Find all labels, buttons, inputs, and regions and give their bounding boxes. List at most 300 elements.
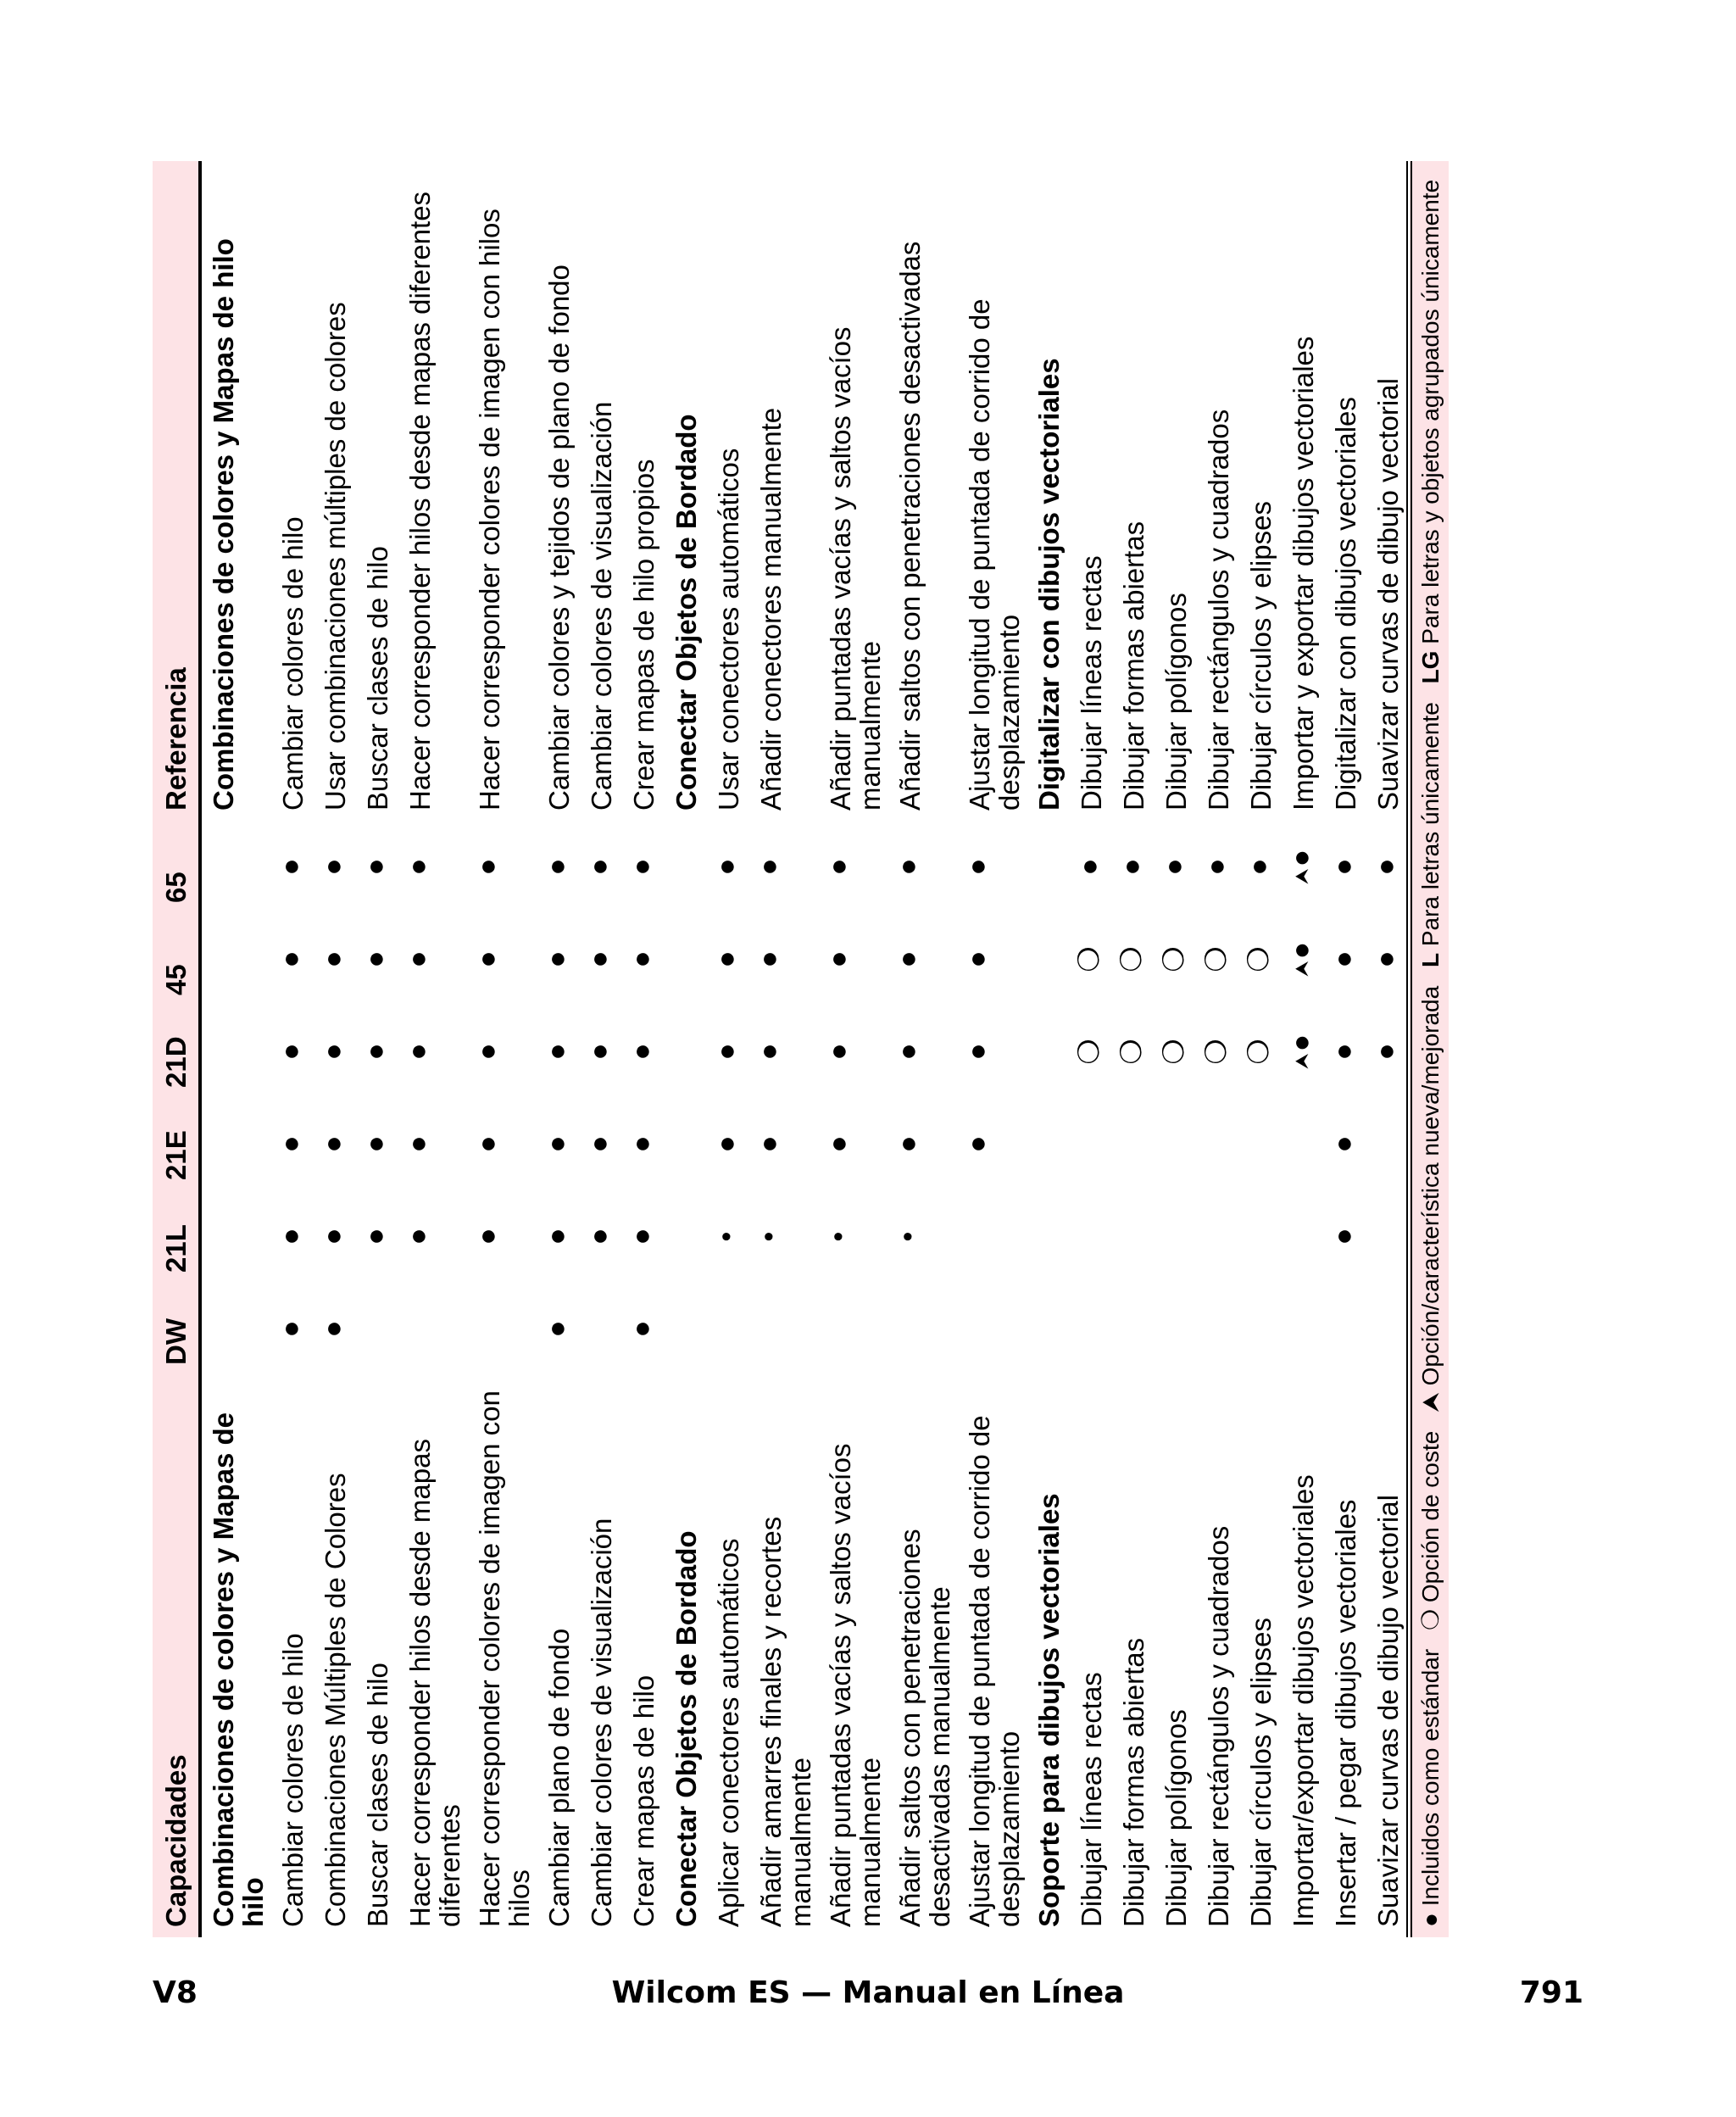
availability-cell-m45 xyxy=(958,913,1027,1006)
reference-cell: Dibujar formas abiertas xyxy=(1118,521,1149,811)
availability-symbol: ● xyxy=(1285,941,1317,960)
availability-symbol: ● xyxy=(1327,858,1360,876)
availability-symbol: ● xyxy=(359,1043,392,1061)
availability-cell-d21 xyxy=(749,1006,819,1098)
availability-cell-l21 xyxy=(1112,1190,1155,1283)
reference-cell: Cambiar colores y tejidos de plano de fondo xyxy=(543,265,575,811)
availability-cell-m45 xyxy=(1112,913,1155,1006)
capability-cell: Cambiar colores de visualización xyxy=(586,1518,617,1927)
availability-symbol: ● xyxy=(1116,858,1148,876)
availability-cell-m45 xyxy=(707,913,749,1006)
reference-cell: Usar conectores automáticos xyxy=(713,448,744,811)
availability-cell-l21 xyxy=(1239,1190,1282,1283)
availability-symbol: ● xyxy=(402,1228,434,1245)
availability-cell-m65 xyxy=(622,821,665,913)
availability-cell-m45 xyxy=(1197,913,1239,1006)
availability-cell-e21 xyxy=(580,1098,622,1190)
table-row xyxy=(1112,161,1155,1937)
availability-cell-m45 xyxy=(1027,913,1070,1006)
availability-cell-m45 xyxy=(1324,913,1366,1006)
availability-cell-e21 xyxy=(1282,1098,1324,1190)
table-row xyxy=(580,161,622,1937)
availability-cell-m45 xyxy=(271,913,314,1006)
availability-cell-e21 xyxy=(749,1098,819,1190)
cost-symbol: ❍ xyxy=(1417,1608,1444,1630)
capabilities-table xyxy=(153,161,1449,1937)
footer-version: V8 xyxy=(153,1975,198,2010)
availability-symbol: ● xyxy=(583,858,615,876)
availability-symbol: ● xyxy=(626,858,658,876)
capability-cell: Combinaciones de colores y Mapas de hilo xyxy=(208,1412,269,1927)
legend xyxy=(1410,161,1449,1937)
availability-cell-dw xyxy=(1239,1283,1282,1375)
availability-cell-d21 xyxy=(1197,1006,1239,1098)
reference-cell: Usar combinaciones múltiples de colores xyxy=(320,302,351,811)
availability-cell-dw xyxy=(200,1283,271,1375)
availability-symbol: ● xyxy=(541,950,573,968)
new-feature-icon: ⮝ xyxy=(1290,868,1312,885)
availability-cell-m65 xyxy=(1070,821,1112,913)
availability-symbol: ● xyxy=(402,1043,434,1061)
availability-symbol: ● xyxy=(359,950,392,968)
availability-cell-m65 xyxy=(1282,821,1324,913)
availability-cell-m65 xyxy=(398,821,468,913)
capability-cell: Suavizar curvas de dibujo vectorial xyxy=(1372,1495,1404,1927)
availability-symbol: ● xyxy=(317,1043,349,1061)
availability-cell-m45 xyxy=(749,913,819,1006)
availability-symbol: ● xyxy=(317,1320,349,1338)
availability-symbol: ● xyxy=(626,1228,658,1245)
availability-symbol: ● xyxy=(892,1043,924,1061)
availability-symbol: ● xyxy=(1370,950,1402,968)
availability-cell-dw xyxy=(958,1283,1027,1375)
reference-cell: Dibujar círculos y elipses xyxy=(1245,501,1277,811)
availability-cell-e21 xyxy=(356,1098,398,1190)
table-row xyxy=(1282,161,1324,1937)
header-reference: Referencia xyxy=(153,161,200,821)
availability-symbol: ❍ xyxy=(1158,1039,1190,1065)
availability-symbol: ❍ xyxy=(1073,1039,1105,1065)
capability-cell: Cambiar plano de fondo xyxy=(543,1628,575,1927)
availability-cell-m45 xyxy=(622,913,665,1006)
cost-text: Opción de coste xyxy=(1417,1430,1444,1603)
availability-symbol: ● xyxy=(1243,858,1275,876)
availability-cell-d21 xyxy=(1366,1006,1410,1098)
capability-cell: Hacer corresponder hilos desde mapas diferentes xyxy=(404,1439,465,1927)
table-row xyxy=(1070,161,1112,1937)
availability-cell-m45 xyxy=(398,913,468,1006)
capability-cell: Cambiar colores de hilo xyxy=(277,1633,309,1927)
availability-cell-m45 xyxy=(580,913,622,1006)
table-row xyxy=(1155,161,1197,1937)
availability-cell-l21 xyxy=(749,1190,819,1283)
availability-symbol: ● xyxy=(317,858,349,876)
availability-cell-dw xyxy=(888,1283,958,1375)
availability-symbol: ● xyxy=(471,1135,504,1153)
reference-cell: Dibujar líneas rectas xyxy=(1076,555,1107,811)
availability-symbol: ● xyxy=(753,950,785,968)
availability-cell-dw xyxy=(580,1283,622,1375)
capability-cell: Añadir amarres finales y recortes manualmente xyxy=(755,1516,816,1927)
availability-cell-dw xyxy=(819,1283,888,1375)
availability-cell-dw xyxy=(665,1283,707,1375)
availability-cell-d21 xyxy=(398,1006,468,1098)
availability-symbol: ● xyxy=(471,858,504,876)
availability-symbol: ● xyxy=(1285,849,1317,867)
availability-symbol: ● xyxy=(541,1043,573,1061)
availability-symbol: ● xyxy=(892,1135,924,1153)
availability-cell-l21 xyxy=(1155,1190,1197,1283)
availability-symbol: ● xyxy=(892,950,924,968)
availability-cell-e21 xyxy=(200,1098,271,1190)
availability-cell-l21 xyxy=(1197,1190,1239,1283)
reference-cell: Hacer corresponder colores de imagen con hilos xyxy=(474,209,505,811)
availability-symbol: ● xyxy=(892,858,924,876)
availability-cell-d21 xyxy=(314,1006,356,1098)
capability-cell: Dibujar rectángulos y cuadrados xyxy=(1203,1525,1234,1927)
table-row xyxy=(314,161,356,1937)
capability-cell: Añadir saltos con penetraciones desactivadas manualmente xyxy=(894,1529,955,1927)
availability-cell-dw xyxy=(398,1283,468,1375)
availability-symbol: ● xyxy=(626,1320,658,1338)
table-row xyxy=(356,161,398,1937)
availability-cell-d21 xyxy=(200,1006,271,1098)
availability-symbol: ● xyxy=(1327,1043,1360,1061)
availability-cell-e21 xyxy=(1324,1098,1366,1190)
availability-cell-e21 xyxy=(1112,1098,1155,1190)
section-row xyxy=(1027,161,1070,1937)
availability-cell-m45 xyxy=(1366,913,1410,1006)
availability-symbol: ● xyxy=(710,858,743,876)
availability-cell-d21 xyxy=(888,1006,958,1098)
availability-cell-dw xyxy=(356,1283,398,1375)
availability-symbol: • xyxy=(892,1231,924,1242)
reference-cell: Dibujar polígonos xyxy=(1160,593,1192,811)
availability-cell-l21 xyxy=(580,1190,622,1283)
availability-cell-d21 xyxy=(1324,1006,1366,1098)
availability-cell-m45 xyxy=(888,913,958,1006)
availability-cell-d21 xyxy=(1155,1006,1197,1098)
availability-symbol: ● xyxy=(1327,950,1360,968)
capability-cell: Hacer corresponder colores de imagen con hilos xyxy=(474,1390,535,1927)
availability-cell-dw xyxy=(749,1283,819,1375)
availability-symbol: ● xyxy=(583,950,615,968)
table-row xyxy=(271,161,314,1937)
availability-cell-m65 xyxy=(888,821,958,913)
header-dw: DW xyxy=(153,1283,200,1375)
availability-symbol: ● xyxy=(402,1135,434,1153)
availability-symbol: ● xyxy=(541,1228,573,1245)
header-45: 45 xyxy=(153,913,200,1006)
availability-cell-m65 xyxy=(1366,821,1410,913)
availability-symbol: ● xyxy=(275,1043,307,1061)
footer-title: Wilcom ES — Manual en Línea xyxy=(611,1975,1125,2010)
reference-cell: Digitalizar con dibujos vectoriales xyxy=(1033,358,1065,811)
capability-cell: Crear mapas de hilo xyxy=(628,1674,659,1927)
availability-cell-d21 xyxy=(1027,1006,1070,1098)
reference-cell: Importar y exportar dibujos vectoriales xyxy=(1288,336,1319,811)
availability-symbol: ● xyxy=(1370,1043,1402,1061)
availability-cell-m45 xyxy=(468,913,537,1006)
availability-symbol: • xyxy=(753,1231,785,1242)
availability-cell-d21 xyxy=(819,1006,888,1098)
availability-symbol: ● xyxy=(275,950,307,968)
availability-cell-e21 xyxy=(1239,1098,1282,1190)
included-text: Incluidos como estándar xyxy=(1417,1648,1444,1907)
availability-symbol: ● xyxy=(710,1135,743,1153)
availability-cell-l21 xyxy=(537,1190,580,1283)
capability-cell: Soporte para dibujos vectoriales xyxy=(1033,1493,1065,1927)
availability-symbol: ● xyxy=(626,950,658,968)
table-row xyxy=(1324,161,1366,1937)
availability-cell-e21 xyxy=(398,1098,468,1190)
availability-symbol: ❍ xyxy=(1116,1039,1148,1065)
table-row xyxy=(1239,161,1282,1937)
availability-cell-dw xyxy=(314,1283,356,1375)
availability-cell-dw xyxy=(1197,1283,1239,1375)
availability-cell-l21 xyxy=(1366,1190,1410,1283)
rotated-table-container xyxy=(153,161,1570,1937)
availability-cell-dw xyxy=(1366,1283,1410,1375)
availability-symbol: ● xyxy=(1158,858,1190,876)
availability-cell-dw xyxy=(468,1283,537,1375)
availability-cell-m45 xyxy=(665,913,707,1006)
section-row xyxy=(665,161,707,1937)
availability-symbol: ● xyxy=(583,1043,615,1061)
availability-symbol: ● xyxy=(275,1228,307,1245)
availability-cell-e21 xyxy=(1197,1098,1239,1190)
availability-cell-d21 xyxy=(958,1006,1027,1098)
availability-cell-dw xyxy=(1112,1283,1155,1375)
availability-cell-e21 xyxy=(622,1098,665,1190)
new-feature-icon: ⮝ xyxy=(1290,1053,1312,1070)
availability-cell-e21 xyxy=(888,1098,958,1190)
availability-cell-d21 xyxy=(1112,1006,1155,1098)
availability-cell-d21 xyxy=(1282,1006,1324,1098)
capability-cell: Combinaciones Múltiples de Colores xyxy=(320,1473,351,1927)
availability-symbol: ● xyxy=(753,1043,785,1061)
availability-cell-e21 xyxy=(819,1098,888,1190)
legend-row xyxy=(1410,161,1449,1937)
reference-cell: Cambiar colores de visualización xyxy=(586,401,617,811)
availability-cell-m65 xyxy=(819,821,888,913)
availability-cell-dw xyxy=(271,1283,314,1375)
capability-cell: Dibujar polígonos xyxy=(1160,1709,1192,1927)
table-row xyxy=(1197,161,1239,1937)
availability-symbol: ● xyxy=(317,950,349,968)
availability-cell-l21 xyxy=(271,1190,314,1283)
lg-symbol: LG xyxy=(1417,650,1444,684)
reference-cell: Añadir puntadas vacías y saltos vacíos manualmente xyxy=(825,326,886,811)
l-text: Para letras únicamente xyxy=(1417,702,1444,947)
header-21l: 21L xyxy=(153,1190,200,1283)
availability-cell-m65 xyxy=(749,821,819,913)
availability-cell-m45 xyxy=(1239,913,1282,1006)
availability-cell-dw xyxy=(1282,1283,1324,1375)
availability-cell-l21 xyxy=(1070,1190,1112,1283)
availability-symbol: ● xyxy=(753,858,785,876)
table-header-row xyxy=(153,161,200,1937)
availability-symbol: ❍ xyxy=(1158,946,1190,972)
availability-symbol: ● xyxy=(961,950,993,968)
availability-symbol: ● xyxy=(1327,1135,1360,1153)
availability-cell-l21 xyxy=(707,1190,749,1283)
table-row xyxy=(622,161,665,1937)
availability-cell-l21 xyxy=(958,1190,1027,1283)
availability-cell-l21 xyxy=(819,1190,888,1283)
availability-cell-m45 xyxy=(314,913,356,1006)
availability-symbol: ● xyxy=(710,950,743,968)
availability-symbol: ● xyxy=(822,1043,854,1061)
availability-symbol: ❍ xyxy=(1116,946,1148,972)
capability-cell: Dibujar líneas rectas xyxy=(1076,1672,1107,1927)
availability-cell-d21 xyxy=(356,1006,398,1098)
capability-cell: Buscar clases de hilo xyxy=(362,1663,393,1927)
availability-cell-m65 xyxy=(314,821,356,913)
availability-symbol: ● xyxy=(626,1043,658,1061)
availability-cell-l21 xyxy=(1027,1190,1070,1283)
availability-cell-m65 xyxy=(1155,821,1197,913)
availability-cell-e21 xyxy=(1155,1098,1197,1190)
availability-cell-d21 xyxy=(665,1006,707,1098)
availability-cell-m45 xyxy=(819,913,888,1006)
availability-symbol: ● xyxy=(359,1135,392,1153)
availability-cell-e21 xyxy=(468,1098,537,1190)
availability-cell-dw xyxy=(707,1283,749,1375)
availability-symbol: ● xyxy=(822,858,854,876)
reference-cell: Añadir conectores manualmente xyxy=(755,407,787,811)
availability-symbol: ● xyxy=(275,1320,307,1338)
table-body xyxy=(200,161,1410,1937)
availability-symbol: ● xyxy=(275,858,307,876)
reference-cell: Combinaciones de colores y Mapas de hilo xyxy=(208,238,239,811)
availability-cell-m65 xyxy=(271,821,314,913)
reference-cell: Digitalizar con dibujos vectoriales xyxy=(1330,397,1361,811)
availability-symbol: ● xyxy=(471,1228,504,1245)
availability-cell-m65 xyxy=(707,821,749,913)
availability-cell-m65 xyxy=(1112,821,1155,913)
availability-cell-dw xyxy=(622,1283,665,1375)
availability-cell-dw xyxy=(537,1283,580,1375)
availability-symbol: ● xyxy=(359,1228,392,1245)
capability-cell: Insertar / pegar dibujos vectoriales xyxy=(1330,1499,1361,1927)
availability-symbol: ● xyxy=(961,1135,993,1153)
availability-cell-m45 xyxy=(356,913,398,1006)
availability-cell-dw xyxy=(1324,1283,1366,1375)
availability-symbol: ● xyxy=(541,858,573,876)
availability-symbol: ● xyxy=(753,1135,785,1153)
availability-cell-d21 xyxy=(707,1006,749,1098)
availability-symbol: ● xyxy=(471,950,504,968)
availability-symbol: ● xyxy=(1285,1033,1317,1052)
availability-symbol: ❍ xyxy=(1200,946,1232,972)
availability-cell-e21 xyxy=(1070,1098,1112,1190)
availability-cell-l21 xyxy=(622,1190,665,1283)
availability-symbol: • xyxy=(710,1231,743,1242)
availability-symbol: ● xyxy=(822,1135,854,1153)
availability-cell-m65 xyxy=(665,821,707,913)
availability-cell-d21 xyxy=(580,1006,622,1098)
new-feature-icon: ⮝ xyxy=(1290,961,1312,978)
capability-cell: Conectar Objetos de Bordado xyxy=(670,1530,702,1927)
availability-symbol: ● xyxy=(541,1135,573,1153)
table-row xyxy=(749,161,819,1937)
capability-cell: Ajustar longitud de puntada de corrido de desplazamiento xyxy=(964,1415,1025,1927)
availability-cell-d21 xyxy=(1239,1006,1282,1098)
availability-cell-l21 xyxy=(356,1190,398,1283)
capability-cell: Aplicar conectores automáticos xyxy=(713,1538,744,1927)
table-row xyxy=(537,161,580,1937)
included-symbol: ● xyxy=(1417,1913,1444,1927)
availability-symbol: ● xyxy=(822,950,854,968)
availability-symbol: ● xyxy=(317,1228,349,1245)
availability-symbol: ● xyxy=(317,1135,349,1153)
availability-cell-e21 xyxy=(314,1098,356,1190)
availability-cell-l21 xyxy=(888,1190,958,1283)
availability-cell-m65 xyxy=(580,821,622,913)
availability-cell-l21 xyxy=(665,1190,707,1283)
availability-symbol: ● xyxy=(359,858,392,876)
availability-cell-m65 xyxy=(958,821,1027,913)
availability-symbol: ❍ xyxy=(1073,946,1105,972)
availability-cell-d21 xyxy=(537,1006,580,1098)
availability-cell-d21 xyxy=(622,1006,665,1098)
capability-cell: Añadir puntadas vacías y saltos vacíos manualmente xyxy=(825,1443,886,1927)
reference-cell: Dibujar rectángulos y cuadrados xyxy=(1203,409,1234,811)
availability-cell-dw xyxy=(1070,1283,1112,1375)
availability-cell-l21 xyxy=(1282,1190,1324,1283)
availability-cell-e21 xyxy=(271,1098,314,1190)
availability-cell-e21 xyxy=(707,1098,749,1190)
availability-cell-l21 xyxy=(398,1190,468,1283)
availability-symbol: ● xyxy=(1200,858,1232,876)
availability-symbol: ● xyxy=(541,1320,573,1338)
availability-symbol: ● xyxy=(583,1135,615,1153)
availability-cell-d21 xyxy=(468,1006,537,1098)
table-row xyxy=(958,161,1027,1937)
lg-text: Para letras y objetos agrupados únicamente xyxy=(1417,179,1444,644)
header-21d: 21D xyxy=(153,1006,200,1098)
availability-symbol: ● xyxy=(626,1135,658,1153)
table-row xyxy=(468,161,537,1937)
header-capabilities: Capacidades xyxy=(153,1375,200,1937)
availability-cell-e21 xyxy=(1366,1098,1410,1190)
availability-symbol: ● xyxy=(402,950,434,968)
reference-cell: Buscar clases de hilo xyxy=(362,546,393,811)
availability-cell-e21 xyxy=(1027,1098,1070,1190)
availability-symbol: ❍ xyxy=(1200,1039,1232,1065)
availability-cell-m45 xyxy=(200,913,271,1006)
availability-cell-m65 xyxy=(1197,821,1239,913)
reference-cell: Ajustar longitud de puntada de corrido de desplazamiento xyxy=(964,298,1025,811)
availability-cell-e21 xyxy=(958,1098,1027,1190)
availability-symbol: ● xyxy=(1073,858,1105,876)
availability-cell-m45 xyxy=(1155,913,1197,1006)
availability-symbol: ● xyxy=(710,1043,743,1061)
availability-cell-m65 xyxy=(356,821,398,913)
availability-symbol: ❍ xyxy=(1243,946,1275,972)
reference-cell: Suavizar curvas de dibujo vectorial xyxy=(1372,378,1404,811)
availability-cell-m65 xyxy=(537,821,580,913)
table-row xyxy=(707,161,749,1937)
availability-cell-m65 xyxy=(200,821,271,913)
availability-cell-m45 xyxy=(537,913,580,1006)
new-feature-text: Opción/característica nueva/mejorada xyxy=(1417,985,1444,1386)
capability-cell: Dibujar círculos y elipses xyxy=(1245,1618,1277,1927)
availability-cell-l21 xyxy=(468,1190,537,1283)
availability-cell-m45 xyxy=(1070,913,1112,1006)
availability-cell-l21 xyxy=(1324,1190,1366,1283)
